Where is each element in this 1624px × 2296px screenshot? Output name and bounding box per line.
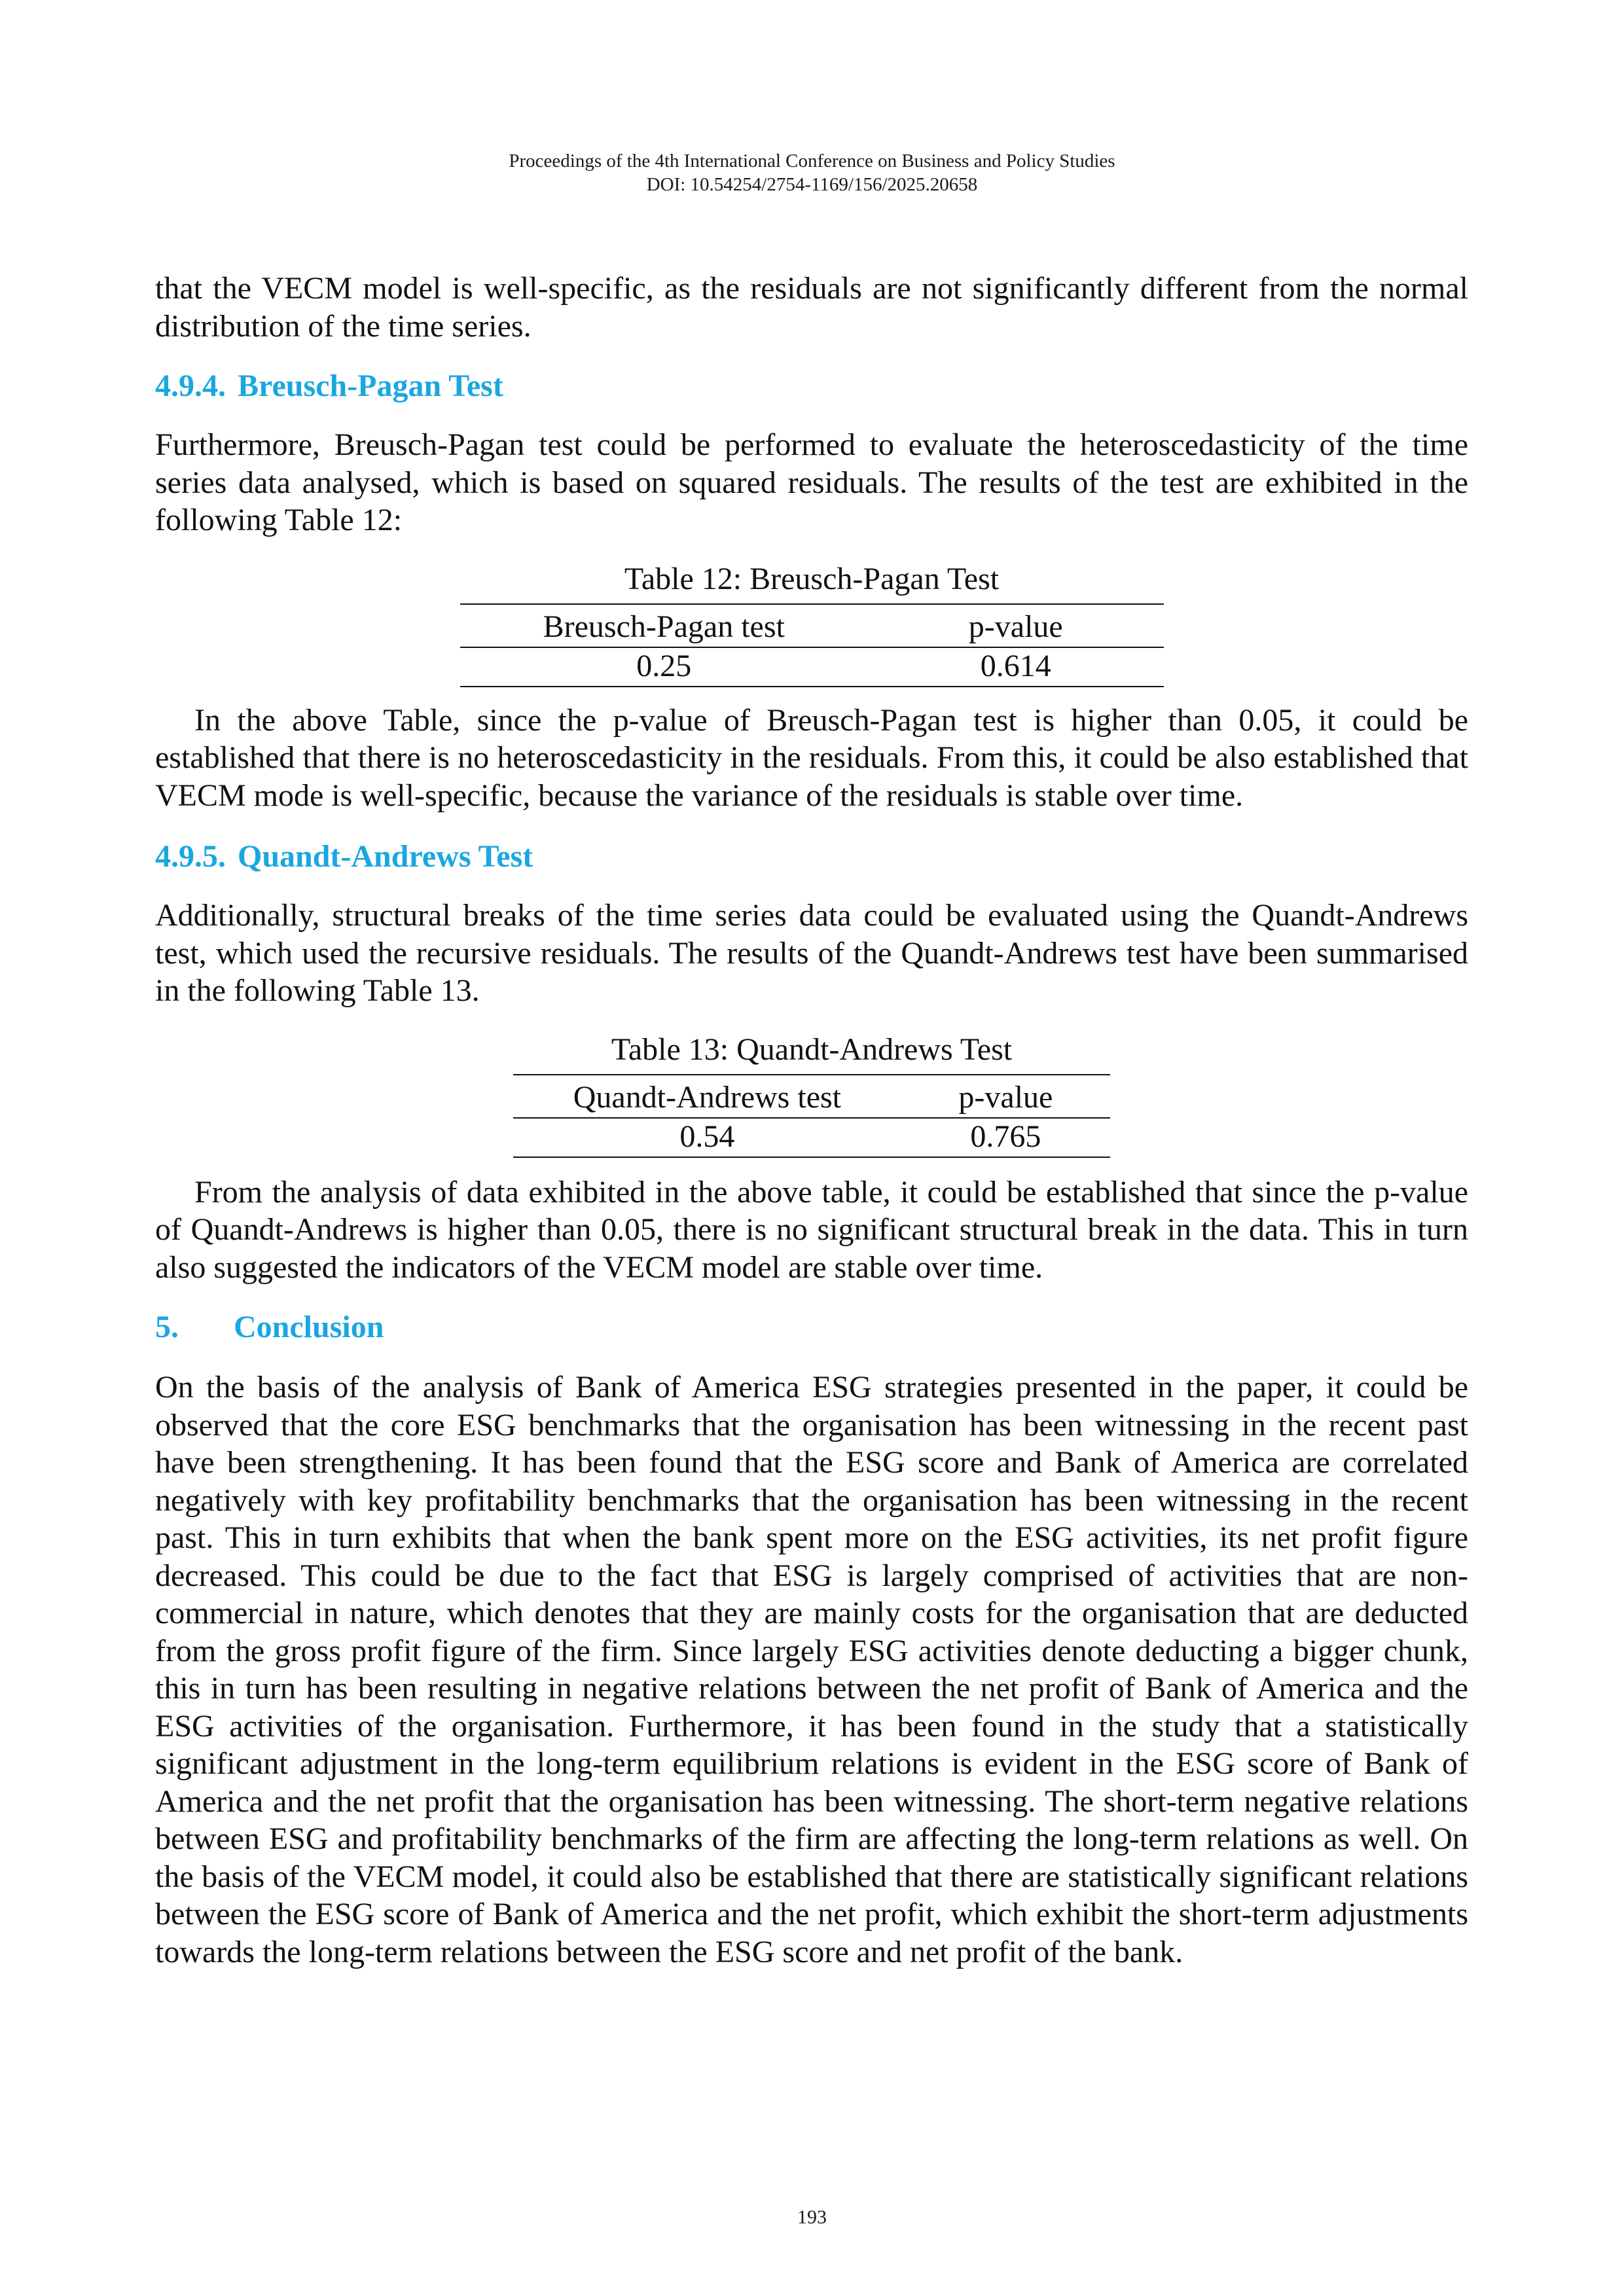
table-row (513, 1118, 1110, 1157)
page-body (155, 270, 1468, 1971)
table-cell: 0.25 (460, 647, 869, 687)
table-cell: 0.614 (868, 647, 1164, 687)
table-header-cell: p-value (868, 604, 1164, 647)
quandt-andrews-result-paragraph: From the analysis of data exhibited in the above table, it could be established that since the p-value of Quandt-Andrews is higher than 0.05, there is no significant structural break in the data. This in turn also suggested the indicators of the VECM model are stable over time. (155, 1174, 1468, 1285)
table-row (460, 647, 1164, 687)
quandt-andrews-intro-paragraph: Additionally, structural breaks of the time series data could be evaluated using the Quandt-Andrews test, which used the recursive residuals. The results of the Quandt-Andrews test have been summarised in the following Table 13. (155, 898, 1468, 1008)
table-header-cell: p-value (901, 1075, 1110, 1118)
table-header-row (460, 604, 1164, 647)
section-number: 4.9.4. (155, 368, 226, 403)
conclusion-paragraph: On the basis of the analysis of Bank of America ESG strategies presented in the paper, it could be observed that the core ESG benchmarks that the organisation has been witnessing in the recent past have been strengthening. It has been found that the ESG score and Bank of America are correlated negatively with key profitability benchmarks that the organisation has been witnessing in the recent past. This in turn exhibits that when the bank spent more on the ESG activities, its net profit figure decreased. This could be due to the fact that ESG is largely comprised of activities that are non-commercial in nature, which denotes that they are mainly costs for the organisation that are deducted from the gross profit figure of the firm. Since largely ESG activities denote deducting a bigger chunk, this in turn has been resulting in negative relations between the net profit of Bank of America and the ESG activities of the organisation. Furthermore, it has been found in the study that a statistically significant adjustment in the long-term equilibrium relations is evident in the ESG score of Bank of America and the net profit that the organisation has been witnessing. The short-term negative relations between ESG and profitability benchmarks of the firm are affecting the long-term relations as well. On the basis of the VECM model, it could also be established that there are statistically significant relations between the ESG score of Bank of America and the net profit, which exhibit the short-term adjustments towards the long-term relations between the ESG score and net profit of the bank. (155, 1370, 1468, 1969)
header-conference: Proceedings of the 4th International Conference on Business and Policy Studies (509, 151, 1115, 171)
section-heading-4-9-4 (155, 367, 1468, 405)
header-doi: DOI: 10.54254/2754-1169/156/2025.20658 (646, 174, 978, 195)
table-header-row (513, 1075, 1110, 1118)
section-heading-4-9-5 (155, 838, 1468, 876)
table-header-cell: Quandt-Andrews test (513, 1075, 901, 1118)
section-title: Conclusion (234, 1310, 384, 1344)
breusch-pagan-intro-paragraph: Furthermore, Breusch-Pagan test could be performed to evaluate the heteroscedasticity of the time series data analysed, which is based on squared residuals. The results of the test are exhibited in the following Table 12: (155, 427, 1468, 537)
table-13 (513, 1074, 1110, 1158)
table-12-block (155, 560, 1468, 687)
table-12 (460, 603, 1164, 687)
table-13-caption: Table 13: Quandt-Andrews Test (611, 1031, 1013, 1067)
page-number: 193 (797, 2206, 827, 2228)
breusch-pagan-result-paragraph: In the above Table, since the p-value of Breusch-Pagan test is higher than 0.05, it could be established that there is no heteroscedasticity in the residuals. From this, it could be also established that VECM mode is well-specific, because the variance of the residuals is stable over time. (155, 702, 1468, 813)
table-header-cell: Breusch-Pagan test (460, 604, 869, 647)
section-title: Breusch-Pagan Test (238, 368, 503, 403)
table-12-caption: Table 12: Breusch-Pagan Test (624, 561, 1000, 596)
section-heading-5 (155, 1308, 1468, 1346)
section-number: 5. (155, 1310, 179, 1344)
section-number: 4.9.5. (155, 839, 226, 874)
running-header (0, 149, 1624, 196)
table-cell: 0.54 (513, 1118, 901, 1157)
section-title: Quandt-Andrews Test (238, 839, 533, 874)
table-13-block (155, 1031, 1468, 1158)
table-cell: 0.765 (901, 1118, 1110, 1157)
intro-paragraph: that the VECM model is well-specific, as the residuals are not significantly different from the normal distribution of the time series. (155, 271, 1468, 344)
